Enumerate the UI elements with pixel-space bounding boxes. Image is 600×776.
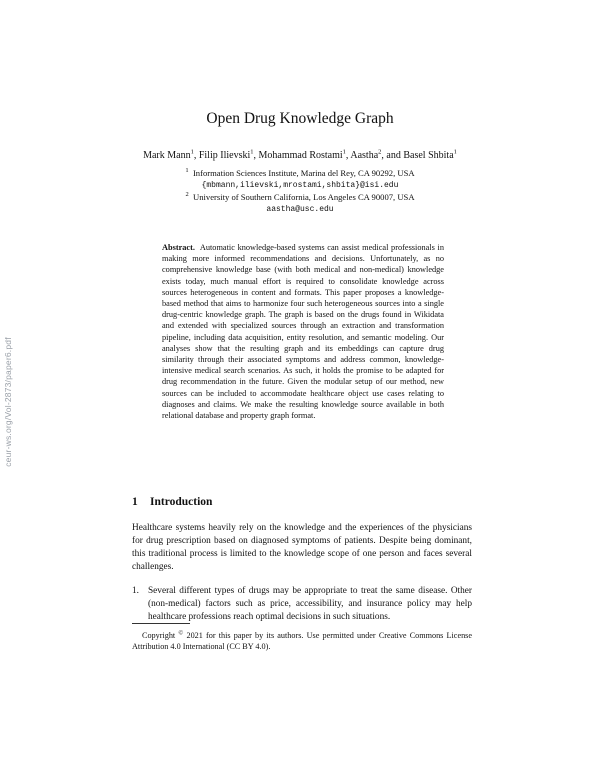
affiliation-mark: 2 xyxy=(185,191,189,199)
abstract-text: Automatic knowledge-based systems can assist medical professionals in making more informed recommendations and decisions. Unfortunately, as no comprehensive knowledge base (with both medical and non-medical) knowledge exists today, much manual effort is required to consolidate knowledge across sources heterogeneous in content and formats. This paper proposes a knowledge-based method that aims to harmonize four such heterogeneous sources into a single drug-centric knowledge graph. The graph is based on the drugs found in Wikidata and extended with specialized sources through an extraction and transformation pipeline, including data acquisition, entity resolution, and semantic modeling. Our analyses show that the resulting graph and its embeddings can capture drug similarity through their associated symptoms and address common, knowledge-intensive medical search scenarios. As such, it holds the promise to be adapted for drug recommendation in the future. Given the modular setup of our method, new sources can be included to accommodate healthcare object use cases relating to diagnoses and claims. We make the resulting knowledge source available in both relational database and property graph format. xyxy=(162,243,444,421)
author: Mohammad Rostami$^1$, xyxy=(258,148,351,161)
list-item xyxy=(132,585,472,624)
author: Mark Mann$^1$, xyxy=(143,148,199,161)
section-heading xyxy=(132,496,212,508)
intro-paragraph: Healthcare systems heavily rely on the knowledge and the experiences of the physicians for drug prescription based on diagnosed symptoms of patients. Despite being dominant, this traditional process is limited to the knowledge scope of one person and faces several challenges. xyxy=(132,523,472,572)
affiliation-name: Information Sciences Institute, Marina del Rey, CA 90292, USA xyxy=(192,168,415,178)
footnote-rule xyxy=(132,623,190,624)
author: Aastha$^2$, and xyxy=(350,148,404,161)
abstract-label: Abstract. xyxy=(162,243,195,252)
copyright-footnote xyxy=(132,630,472,652)
affiliation-name: University of Southern California, Los Angeles CA 90007, USA xyxy=(193,192,415,202)
footnote-prefix: Copyright xyxy=(142,631,179,640)
challenge-list xyxy=(132,585,472,624)
affiliation-email: aastha@usc.edu xyxy=(266,204,334,214)
copyright-icon: © xyxy=(178,629,184,637)
affiliation-1 xyxy=(0,168,600,191)
side-stamp-text: ceur-ws.org/Vol-2873/paper6.pdf xyxy=(3,337,13,467)
affiliation-email: {mbmann,ilievski,mrostami,shbita}@isi.edu xyxy=(201,180,399,190)
affiliation-mark: 1 xyxy=(185,167,189,175)
paper-title: Open Drug Knowledge Graph xyxy=(206,110,394,127)
section-number: 1 xyxy=(132,496,138,508)
affiliation-2 xyxy=(0,192,600,215)
footnote-text: 2021 for this paper by its authors. Use permitted under Creative Commons License Attribution 4.0 International (CC BY 4.0). xyxy=(132,631,472,651)
list-text: Several different types of drugs may be appropriate to treat the same disease. Other (non-medical) factors such as price, accessibility, and insurance policy may help healthcare professions reach optimal decisions in such situations. xyxy=(148,586,472,622)
section-title: Introduction xyxy=(150,496,213,508)
abstract xyxy=(162,242,444,421)
list-number: 1. xyxy=(132,586,139,596)
author: Filip Ilievski$^1$, xyxy=(198,148,259,161)
author-list xyxy=(0,150,600,161)
author: Basel Shbita$^1$ xyxy=(403,148,457,161)
